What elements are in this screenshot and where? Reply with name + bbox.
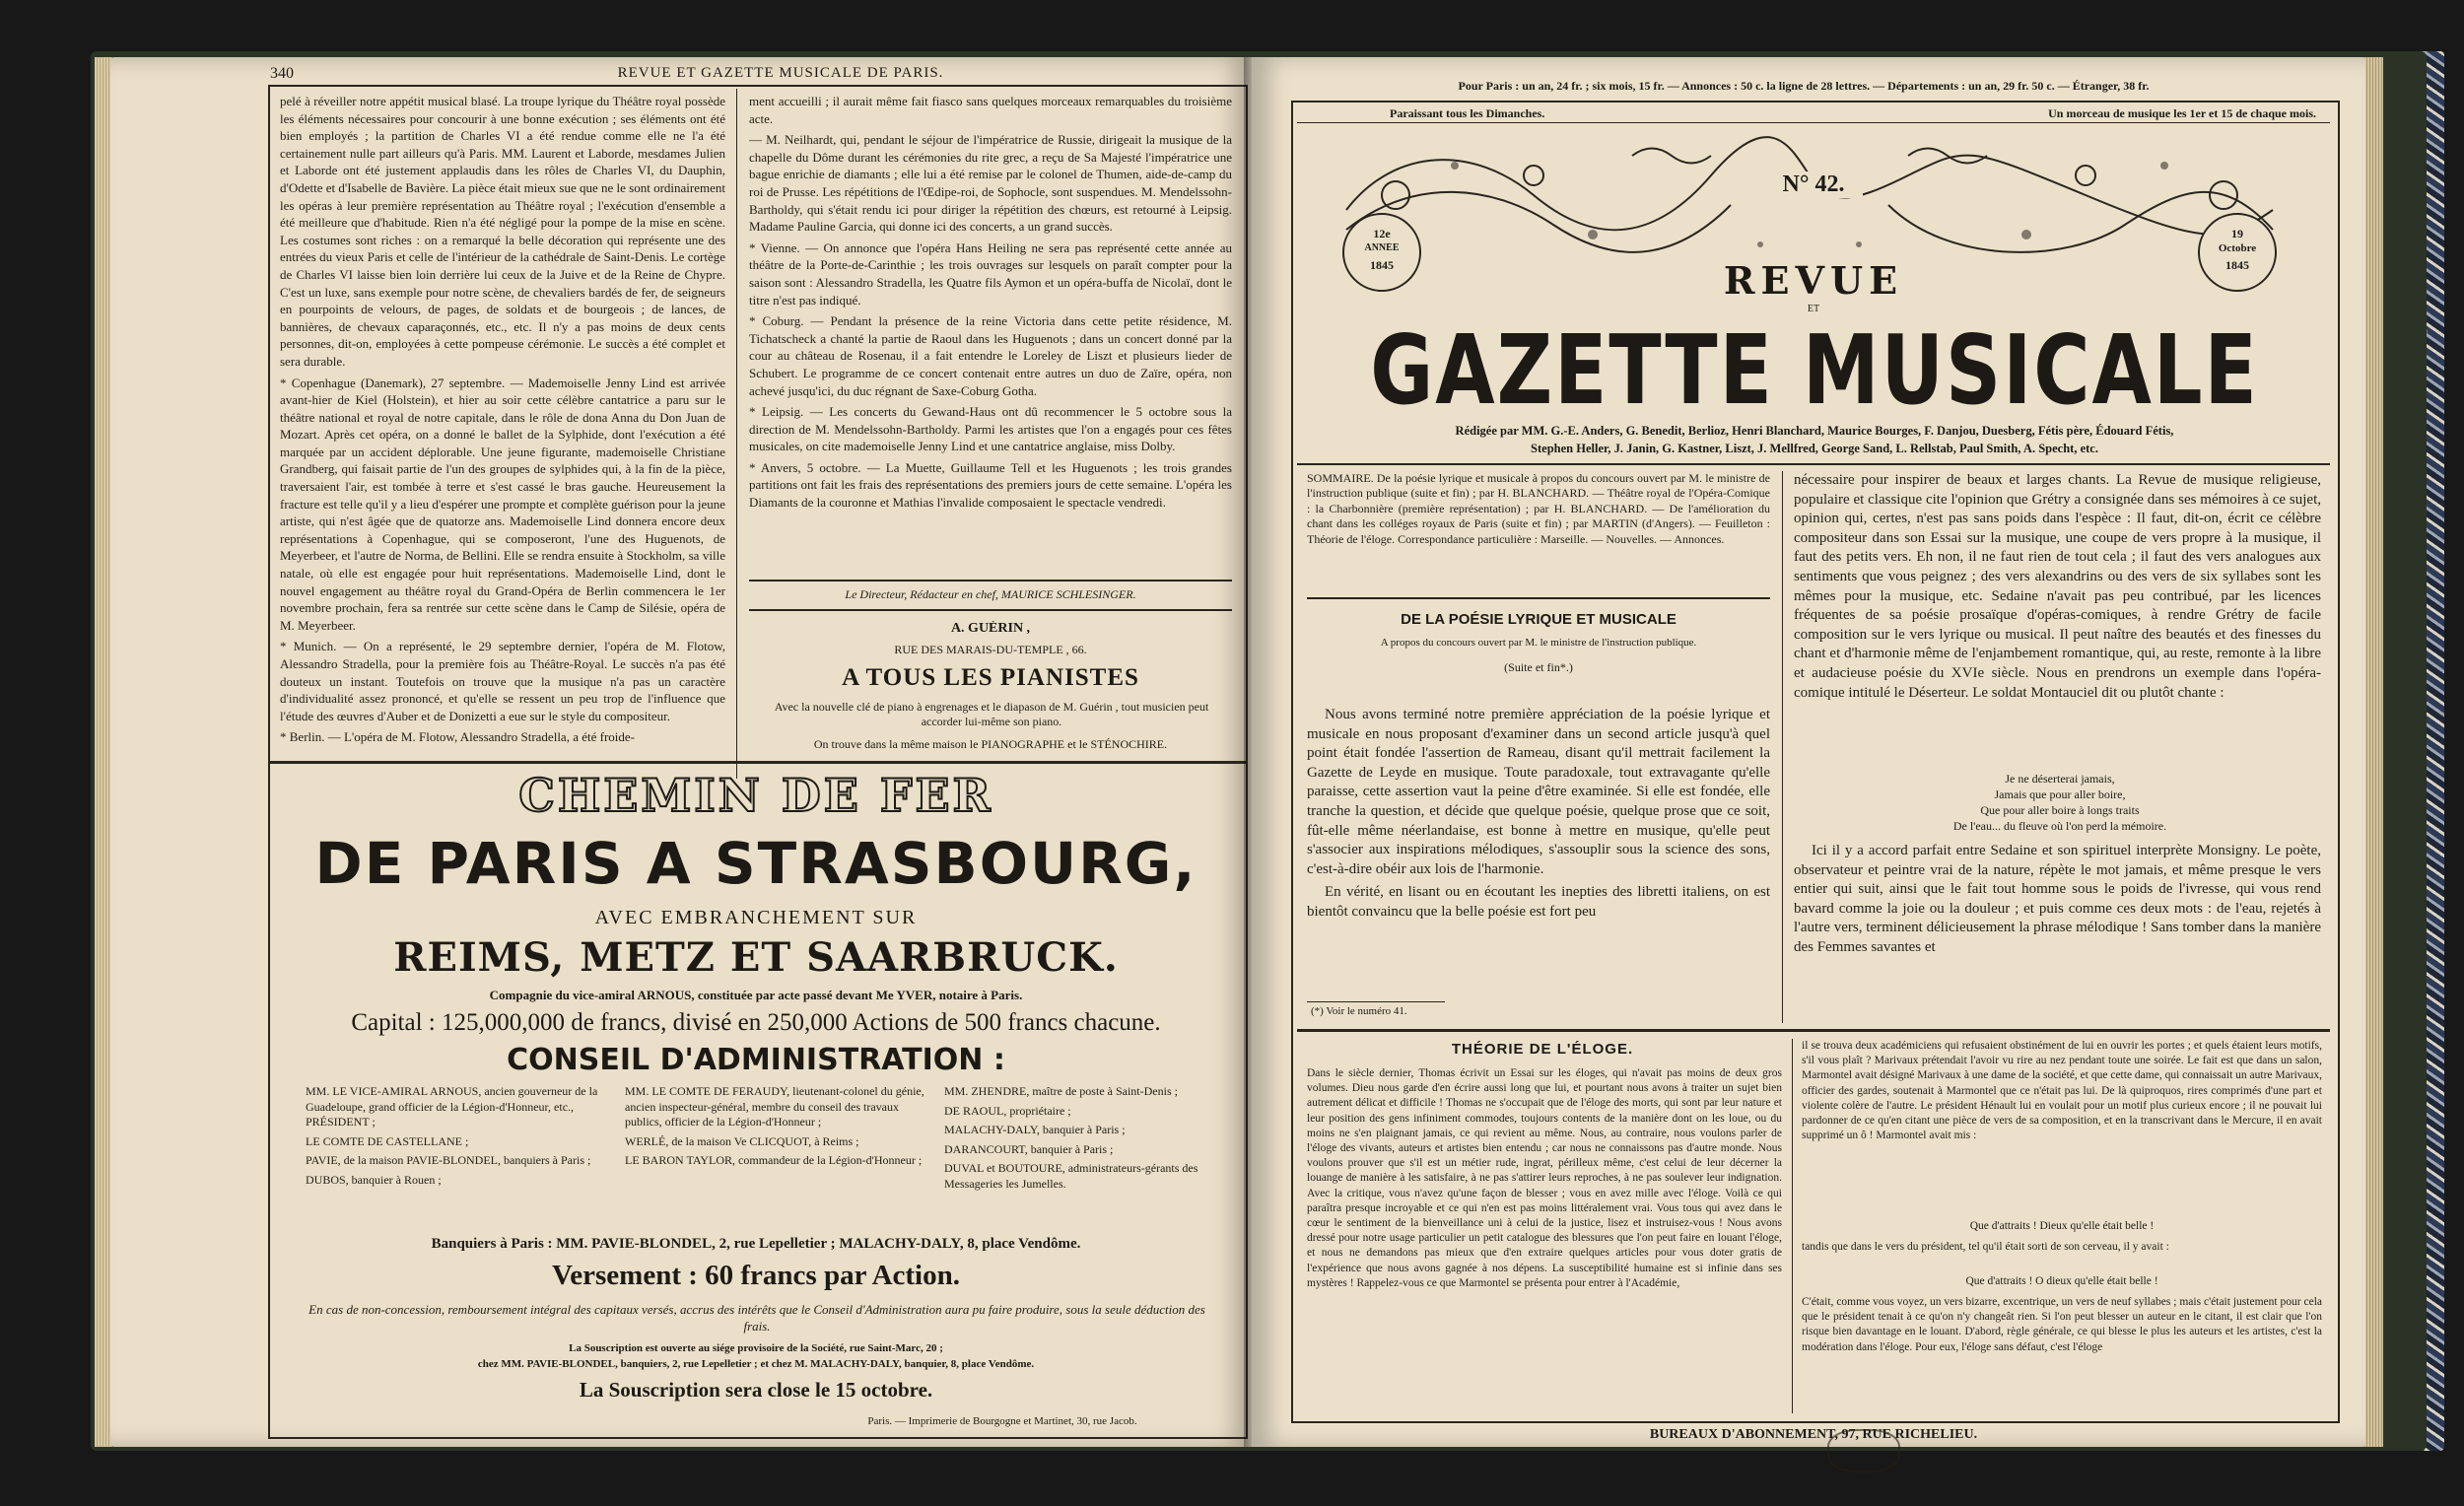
council-member: DE RAOUL, propriétaire ; xyxy=(944,1103,1071,1118)
divider xyxy=(1307,597,1770,599)
feuilleton-end: C'était, comme vous voyez, un vers bizarre, excentrique, un vers de neuf syllabes ; mais c'était justement pour cela que le président tenait à ce qu'on n'y changeât rien. Si l'on peut blesser un auteur en le citant, il est clair que l'on risque bien davantage en le louant. D'abord, règle générale, ce qui blesse le plus les auteurs et les artistes, c'est la modération dans l'éloge. Pour eux, l'éloge sans défaut, c'est l'éloge xyxy=(1802,1296,2322,1353)
divider xyxy=(749,580,1232,582)
year-badge-label: ANNÉE xyxy=(1364,242,1400,253)
right-page xyxy=(1252,57,2365,1447)
council-member: WERLÉ, de la maison Ve CLICQUOT, à Reims ; xyxy=(625,1133,859,1148)
ad-separator xyxy=(268,761,1246,764)
rail-title-main: DE PARIS A STRASBOURG, xyxy=(314,830,1198,897)
news-paragraph: — M. Neilhardt, qui, pendant le séjour de l'impératrice de Russie, dirigeait la musique de la chapelle du Dôme durant les cérémonies du rite grec, a reçu de Sa Majesté l'impératrice une bague enrichie de diamants ; elle lui a été remise par le colonel de Thumen, aide-de-camp du roi de Prusse. Les répétitions de l'Œdipe-roi, de Sophocle, sont suspendues. M. Mendelssohn-Bartholdy, qui s'était rendu ici pour diriger la répétition des chœurs, est retourné à Leipsig. Madame Pauline Garcia, qui donne ici des concerts, a un grand succès. xyxy=(749,132,1232,235)
rail-subscription-at: chez MM. PAVIE-BLONDEL, banquiers, 2, rue Lepelletier ; et chez M. MALACHY-DALY, banquier, 8, place Vendôme. xyxy=(477,1358,1035,1370)
page-number: 340 xyxy=(270,65,294,82)
rail-company: Compagnie du vice-amiral ARNOUS, constituée par acte passé devant Me YVER, notaire à Paris. xyxy=(489,988,1023,1002)
news-paragraph: * Berlin. — L'opéra de M. Flotow, Alessandro Stradella, a été froide- xyxy=(280,729,635,745)
article-title: DE LA POÉSIE LYRIQUE ET MUSICALE xyxy=(1401,611,1677,628)
council-member: DUBOS, banquier à Rouen ; xyxy=(306,1172,442,1187)
published-music: Un morceau de musique les 1er et 15 de chaque mois. xyxy=(2048,106,2316,120)
poem-line: De l'eau... du fleuve où l'on perd la mémoire. xyxy=(1952,819,2167,833)
library-stamp-icon xyxy=(1827,1429,1900,1472)
feuilleton-quote-2: Que d'attraits ! O dieux qu'elle était belle ! xyxy=(1965,1275,2158,1287)
ad-guerin-address: RUE DES MARAIS-DU-TEMPLE , 66. xyxy=(894,643,1087,656)
council-member: LE COMTE DE CASTELLANE ; xyxy=(306,1133,469,1148)
council-member: MM. LE COMTE DE FERAUDY, lieutenant-colonel du génie, ancien inspecteur-général, membre du conseil des travaux publics, officier de la Légion-d'Honneur ; xyxy=(625,1084,924,1129)
news-paragraph: * Leipsig. — Les concerts du Gewand-Haus ont dû recommencer le 5 octobre sous la direction de M. Mendelssohn-Bartholdy. Parmi les artistes que l'on a engagés pour ces fêtes musicales, on cite mademoiselle Jenny Lind et une cantatrice anglaise, miss Dolby. xyxy=(749,404,1232,454)
year-badge-number: 12e xyxy=(1373,227,1391,240)
divider xyxy=(1297,122,2330,123)
running-head: REVUE ET GAZETTE MUSICALE DE PARIS. xyxy=(617,65,944,81)
rail-subtitle: AVEC EMBRANCHEMENT SUR xyxy=(594,907,918,928)
news-paragraph: pelé à réveiller notre appétit musical blasé. La troupe lyrique du Théâtre royal possède les éléments nécessaires pour concourir à une bonne exécution ; ses éléments ont été bien employés ; la partition de Charles VI a été rendue comme elle ne l'a été certainement nulle part ailleurs qu'à Paris. MM. Laurent et Laborde, mesdames Julien et Laborde ont été justement applaudis dans les rôles de Charles VI, du Dauphin, d'Odette et d'Isabelle de Bavière. La pièce était mieux sue que ne le sont ordinairement les opéras à leur première représentation au Théâtre royal ; l'exécution d'ensemble a été meilleure que d'habitude. Rien n'a été négligé pour la pompe de la mise en scène. Les costumes sont riches : on a remarqué la belle décoration qui représente une des entrées du vieux Paris et celle de l'intérieur de la cathédrale de Saint-Denis. Le cortège de Charles VI laisse bien loin derrière lui ceux de la Juive et de la Reine de Chypre. C'est un luxe, sans exemple pour notre scène, de chevaliers bardés de fer, de seigneurs en pourpoints de velours, de pages, de soldats et de bourgeois ; de lances, de bannières, de chevaux caparaçonnés, etc., etc. Il n'y a pas moins de deux cents personnes, dit-on, employées à cette pompeuse cérémonie. Le succès a été complet et sera durable. xyxy=(280,94,725,369)
rail-title-outline: CHEMIN DE FER xyxy=(518,769,993,822)
news-paragraph: * Coburg. — Pendant la présence de la reine Victoria dans cette petite résidence, M. Tichatscheck a chanté la partie de Raoul dans les Huguenots ; dans un concert donné par la cour au château de Rosenau, il a fait entendre le Loreley de Liszt et plusieurs lieder de Schubert. Le programme de ce concert contenait entre autres un duo de Zaïre, opéra, non achevé jusqu'ici, du duc régnant de Saxe-Coburg Gotha. xyxy=(749,313,1232,398)
rail-capital: Capital : 125,000,000 de francs, divisé en 250,000 Actions de 500 francs chacune. xyxy=(351,1009,1161,1036)
footnote-rule xyxy=(1307,1001,1445,1002)
ad-guerin-body2: On trouve dans la même maison le PIANOGRAPHE et le STÉNOCHIRE. xyxy=(813,737,1168,751)
feuilleton-title: THÉORIE DE L'ÉLOGE. xyxy=(1451,1041,1634,1058)
council-member: MM. LE VICE-AMIRAL ARNOUS, ancien gouverneur de la Guadeloupe, grand officier de la Légion-d'Honneur, etc., PRÉSIDENT ; xyxy=(306,1084,598,1129)
footnote: (*) Voir le numéro 41. xyxy=(1311,1005,1407,1017)
rail-council-heading: CONSEIL D'ADMINISTRATION : xyxy=(507,1043,1005,1077)
editor-line: Le Directeur, Rédacteur en chef, MAURICE SCHLESINGER. xyxy=(845,587,1136,601)
article-paragraph: En vérité, en lisant ou en écoutant les inepties des libretti italiens, on est bientôt convaincu que la belle poésie est fort peu xyxy=(1307,884,1770,920)
news-paragraph: * Copenhague (Danemark), 27 septembre. — Mademoiselle Jenny Lind est arrivée avant-hier de Kiel (Holstein), et hier au soir cette célèbre cantatrice a paru sur le théâtre national et royal de notre capitale, dans le rôle de dona Anna du Don Juan de Mozart. Après cet opéra, on a donné le ballet de la Sylphide, dont l'exécution a été marquée par un accident déplorable. Une jeune figurante, mademoiselle Christiane Grandberg, qui faisait partie de l'un des groupes de sylphides qui, à la fin de la pièce, traversaient l'air, est tombée à terre et s'est cassé le bras gauche. Heureusement la fracture est telle qu'il y a lieu d'espérer une prompte et complète guérison pour la jeune artiste, qui n'est âgée que de quatorze ans. Mademoiselle Lind donnera encore deux représentations à Copenhague, qui se composeront, l'une des Huguenots, de Meyerbeer, et l'autre de Norma, de Bellini. Elle se rendra ensuite à Stockholm, sa ville natale, où elle est engagée pour huit représentations. Mademoiselle Lind, dont le nouvel engagement au théâtre royal du Grand-Opéra de Berlin commencera le 1er novembre prochain, fera sa rentrée sur cette scène dans le Camp de Silésie, opéra de M. Meyerbeer. xyxy=(280,375,725,633)
council-member: PAVIE, de la maison PAVIE-BLONDEL, banquiers à Paris ; xyxy=(306,1153,591,1167)
feuilleton-column-2: il se trouva deux académiciens qui refusaient obstinément de lui en ouvrir les portes ; et quels étaient leurs motifs, s'il vous plaît ? Marivaux prétendait l'avoir vu rire au nez pendant toute une soirée. Le fait est que dans un salon, Marmontel avait désigné Marivaux à une dame de la société, et que cette dame, qui connaissait un autre Marivaux, officier des gardes, soutenait à Marmontel que ce n'était pas lui. De là quiproquos, rires comprimés d'une part et violente colère de l'autre. Le président Hénault lui en voulait pour un motif plus curieux encore ; il ne pouvait lui pardonner de ce qu'en citant une pièce de vers de sa composition, et en la transcrivant dans le Mercure, il en avait supprimé un ô ! Marmontel avait mis : xyxy=(1802,1040,2322,1142)
feuilleton-rule xyxy=(1297,1029,2330,1032)
article-paragraph: Nous avons terminé notre première appréciation de la poésie lyrique et musicale en nous proposant d'examiner dans un second article jusqu'à quel point était fondée l'assertion de Rameau, disant qu'il mettrait facilement la Gazette de Leyde en musique. Toute paradoxale, tout extravagante qu'elle paraisse, cette assertion vaut la peine d'être examinée. Si elle est fondée, elle tranche la question, et décide que quelque poésie, quelque prose que ce soit, fût-elle même néerlandaise, est bonne à mettre en musique, qu'elle peut s'associer aux inspirations mélodiques, s'assouplir sous la science des sons, c'est-à-dire obéir aux lois de l'harmonie. xyxy=(1307,707,1770,877)
article-column-2-end: Ici il y a accord parfait entre Sedaine et son spirituel interprète Monsigny. Le poète, observateur et peintre vrai de la nature, répète le mot jamais, et même presque le vers entier qui suit, ainsi que le fait tout homme sous le poids de l'ivresse, qui vous rend bavard comme la joie ou la douleur ; et puis comme ces deux mots : de l'eau, rejetés à l'autre vers, terminent délicieusement la phrase mélodique ! Sans tomber dans la manière des Femmes savantes et xyxy=(1794,843,2321,955)
divider xyxy=(749,609,1232,611)
date-badge xyxy=(2198,213,2277,292)
news-paragraph: * Vienne. — On annonce que l'opéra Hans Heiling ne sera pas représenté cette année au théâtre de la Porte-de-Carinthie ; les trois ouvrages sur lesquels on paraît compter pour la saison sont : Alessandro Stradella, les Quatre fils Aymon et un opéra-buffa de Nicolaï, dont le titre n'est pas indiqué. xyxy=(749,240,1232,308)
rail-subscription-open: La Souscription est ouverte au siége provisoire de la Société, rue Saint-Marc, 20 ; xyxy=(569,1342,943,1354)
council-member: MM. ZHENDRE, maître de poste à Saint-Denis ; xyxy=(944,1084,1178,1098)
contributors-line-1: Rédigée par MM. G.-E. Anders, G. Benedit, Berlioz, Henri Blanchard, Maurice Bourges, F. Danjou, Duesberg, Fétis père, Édouard Fétis, xyxy=(1455,424,2174,438)
contributors-line-2: Stephen Heller, J. Janin, G. Kastner, Liszt, J. Mellfred, George Sand, L. Rellstab, Paul Smith, A. Specht, etc. xyxy=(1531,442,2098,455)
council-member: MALACHY-DALY, banquier à Paris ; xyxy=(944,1123,1126,1136)
sommaire: SOMMAIRE. De la poésie lyrique et musicale à propos du concours ouvert par M. le ministre de l'instruction publique (suite et fin) ; par H. BLANCHARD. — Théâtre royal de l'Opéra-Comique : la Charbonnière (première représentation) ; par H. BLANCHARD. — De l'amélioration du chant dans les colléges royaux de Paris (suite et fin) ; par MARTIN (d'Angers). — Feuilleton : Théorie de l'éloge. Correspondance particulière : Marseille. — Nouvelles. — Annonces. xyxy=(1307,471,1770,546)
council-member: LE BARON TAYLOR, commandeur de la Légion-d'Honneur ; xyxy=(625,1153,923,1167)
rail-payment: Versement : 60 francs par Action. xyxy=(551,1260,960,1291)
council-member: DARANCOURT, banquier à Paris ; xyxy=(944,1141,1114,1156)
poem-line: Je ne déserterai jamais, xyxy=(2005,772,2115,786)
bureaux-line: BUREAUX D'ABONNEMENT, 97, RUE RICHELIEU. xyxy=(1649,1427,1978,1442)
rail-members-col2 xyxy=(625,1084,930,1232)
date-badge-month: Octobre xyxy=(2218,242,2257,254)
published-weekly: Paraissant tous les Dimanches. xyxy=(1390,106,1545,120)
feuilleton-quote-1: Que d'attraits ! Dieux qu'elle était belle ! xyxy=(1969,1220,2155,1232)
date-badge-day: 19 xyxy=(2231,227,2243,240)
masthead-revue: REVUE xyxy=(1723,258,1904,303)
rail-cities: REIMS, METZ ET SAARBRUCK. xyxy=(393,934,1119,981)
news-column-2 xyxy=(749,93,1232,546)
rail-members-col3 xyxy=(944,1084,1236,1232)
news-paragraph: * Anvers, 5 octobre. — La Muette, Guillaume Tell et les Huguenots ; les trois grandes partitions ont fait les frais des représentations des premiers jours de cette semaine. L'opéra les Diamants de la couronne et Mathias l'invalide composaient le spectacle vendredi. xyxy=(749,459,1232,511)
imprint: Paris. — Imprimerie de Bourgogne et Martinet, 30, rue Jacob. xyxy=(867,1415,1137,1427)
divider xyxy=(1297,463,2330,465)
article-subtitle: A propos du concours ouvert par M. le ministre de l'instruction publique. xyxy=(1380,637,1697,649)
masthead-et: ET xyxy=(1807,304,1820,314)
news-column-1 xyxy=(280,93,725,783)
news-paragraph: * Munich. — On a représenté, le 29 septembre dernier, l'opéra de M. Flotow, Alessandro Stradella, pour la première fois au Théâtre-Royal. Le succès n'a pas été douteux un instant. Toutefois on trouve que la musique n'a pas un caractère d'individualité assez prononcé, et qu'elle se ressent un peu trop de l'influence que l'étude des œuvres d'Auber et de Donizetti a eue sur le style du compositeur. xyxy=(280,639,725,723)
left-page xyxy=(110,57,1252,1447)
feuilleton-column-1: Dans le siècle dernier, Thomas écrivit un Essai sur les éloges, qui n'avait pas moins de deux gros volumes. Dieu nous garde d'en écrire aussi long que lui, et pourtant nous avons à traiter un sujet bien autrement délicat et difficile ! Thomas ne s'occupait que de l'éloge des morts, qui sont par leur nature et leur position des gens infiniment commodes, toujours contents de la manière dont on les loue, ou du moins ne s'en plaignant jamais, ce qui revient au même. Nous, au contraire, nous voulons parler de l'éloge des vivants, auteurs et artistes bien entendu ; car nous ne connaissons pas d'autre monde. Nous voulons prouver que s'il est un métier rude, ingrat, périlleux même, c'est celui de leur décerner la louange de manière à les satisfaire, à ne pas s'attirer leurs reproches, à ne pas soulever leur indignation. Avec la critique, vous n'avez qu'une façon de blesser ; vous en avez mille avec l'éloge. Voilà ce qui paraîtra presque incroyable et ce qui n'en est pas moins littéralement vrai. Vous tous qui avez dans le cœur le sentiment de la bienveillance uni à celui de la justice, lisez et instruisez-vous ! Nous avons dressé pour notre usage particulier un petit catalogue des blessures que l'on peut faire en louant l'éloge, et nous ne demandons pas mieux que d'en extraire quelques articles pour vous doter gratis de l'expérience que nous avons gagnée à nos dépens. La susceptibilité humaine est si infinie dans ses mystères ! Rappelez-vous ce que Marmontel se présenta pour entrer à l'Académie, xyxy=(1307,1067,1782,1289)
feuilleton-middle: tandis que dans le vers du président, tel qu'il était sorti de son cerveau, il y avait : xyxy=(1802,1241,2169,1253)
article-column-2: nécessaire pour inspirer de beaux et larges chants. La Revue de musique religieuse, populaire et classique cite l'opinion que Grétry a consignée dans ses mémoires à ce sujet, opinion qui, certes, n'est pas sans poids dans l'espèce : Il faut, dit-on, écrit ce célèbre compositeur dans son Essai sur la musique, une coupe de vers propre à la musique, il faut des petits vers. Eh non, il ne faut rien de tout cela ; il faut des vers analogues aux sentiments que vous peignez ; des vers alexandrins ou des vers de six syllabes sont les mêmes pour la musique, etc. Sedaine n'avait pas peu contribué, par les licences fréquentes de sa poésie prosaïque d'opéras-comiques, à rendre Grétry de facile composition sur le vers lyrique ou musical. Il peut naître des beautés et des finesses du chant et d'harmonie même de l'enjambement romantique, qui, au reste, remonte à la libre et audacieuse poésie du XVIe siècle. Nous en prendrons un exemple dans l'opéra-comique intitulé le Déserteur. Le soldat Montauciel dit ou plutôt chante : xyxy=(1794,472,2321,701)
price-line: Pour Paris : un an, 24 fr. ; six mois, 15 fr. — Annonces : 50 c. la ligne de 28 lettres. — Départements : un an, 29 fr. 50 c. — Étranger, 38 fr. xyxy=(1458,79,2150,93)
news-paragraph: ment accueilli ; il aurait même fait fiasco sans quelques morceaux remarquables du troisième acte. xyxy=(749,94,1232,126)
ad-guerin-headline: A TOUS LES PIANISTES xyxy=(842,664,1139,691)
rail-bankers: Banquiers à Paris : MM. PAVIE-BLONDEL, 2, rue Lepelletier ; MALACHY-DALY, 8, place Vendôme. xyxy=(431,1236,1081,1252)
date-badge-year: 1845 xyxy=(2225,258,2249,272)
poem-line: Que pour aller boire à longs traits xyxy=(1980,803,2140,817)
poem-line: Jamais que pour aller boire, xyxy=(1994,787,2126,801)
column-divider xyxy=(1792,1039,1793,1413)
ad-guerin-body: Avec la nouvelle clé de piano à engrenages et le diapason de M. Guérin , tout musicien peut accorder lui-même son piano. xyxy=(774,700,1209,728)
issue-number: N° 42. xyxy=(1764,171,1863,198)
article-column-1 xyxy=(1307,706,1770,1021)
column-divider xyxy=(736,89,737,779)
year-badge-year: 1845 xyxy=(1370,258,1394,272)
poem-quote xyxy=(1804,771,2316,834)
column-divider xyxy=(1782,471,1783,1023)
masthead-title: GAZETTE MUSICALE xyxy=(1370,315,2259,427)
rail-closing: La Souscription sera close le 15 octobre. xyxy=(579,1378,933,1402)
year-badge xyxy=(1342,213,1421,292)
article-continued: (Suite et fin*.) xyxy=(1504,660,1573,674)
rail-refund: En cas de non-concession, remboursement intégral des capitaux versés, accrus des intérêts que le Conseil d'Administration aura pu faire produire, sous la seule déduction des frais. xyxy=(308,1302,1205,1334)
rail-members-col1 xyxy=(306,1084,609,1232)
council-member: DUVAL et BOUTOURE, administrateurs-gérants des Messageries les Jumelles. xyxy=(944,1161,1198,1191)
ad-guerin-name: A. GUÉRIN , xyxy=(950,621,1031,636)
